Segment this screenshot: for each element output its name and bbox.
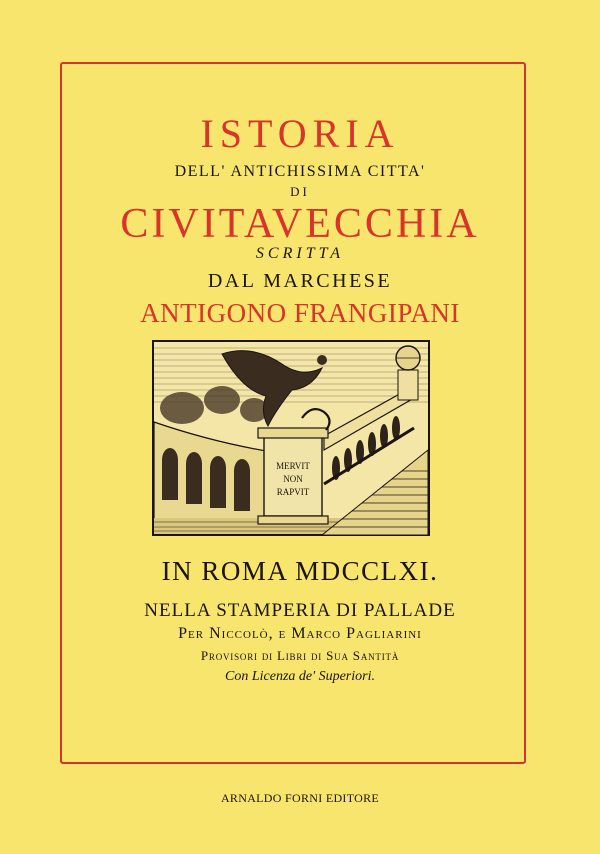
motto-line-3: RAPVIT <box>276 487 310 497</box>
printer-line-3: Provisori di Libri di Sua Santità <box>200 648 400 663</box>
subtitle-line-1: DELL' ANTICHISSIMA CITTA' <box>174 163 426 180</box>
title: ISTORIA <box>200 111 400 156</box>
motto-line-2: NON <box>283 474 303 484</box>
publisher-name: ARNALDO FORNI EDITORE <box>220 791 380 805</box>
license-line: Con Licenza de' Superiori. <box>225 669 375 684</box>
printer-line-1: NELLA STAMPERIA DI PALLADE <box>144 600 456 621</box>
engraving-illustration <box>152 340 430 536</box>
place-date: IN ROMA MDCCLXI. <box>161 556 439 586</box>
subtitle-line-2: DI <box>290 184 310 199</box>
city-title: CIVITAVECCHIA <box>120 201 480 247</box>
author-name: ANTIGONO FRANGIPANI <box>140 298 460 328</box>
motto-line-1: MERVIT <box>276 461 310 471</box>
by-label: DAL MARCHESE <box>207 270 393 292</box>
printer-line-2: Per Niccolò, e Marco Pagliarini <box>178 625 422 642</box>
written-label: SCRITTA <box>255 245 345 262</box>
